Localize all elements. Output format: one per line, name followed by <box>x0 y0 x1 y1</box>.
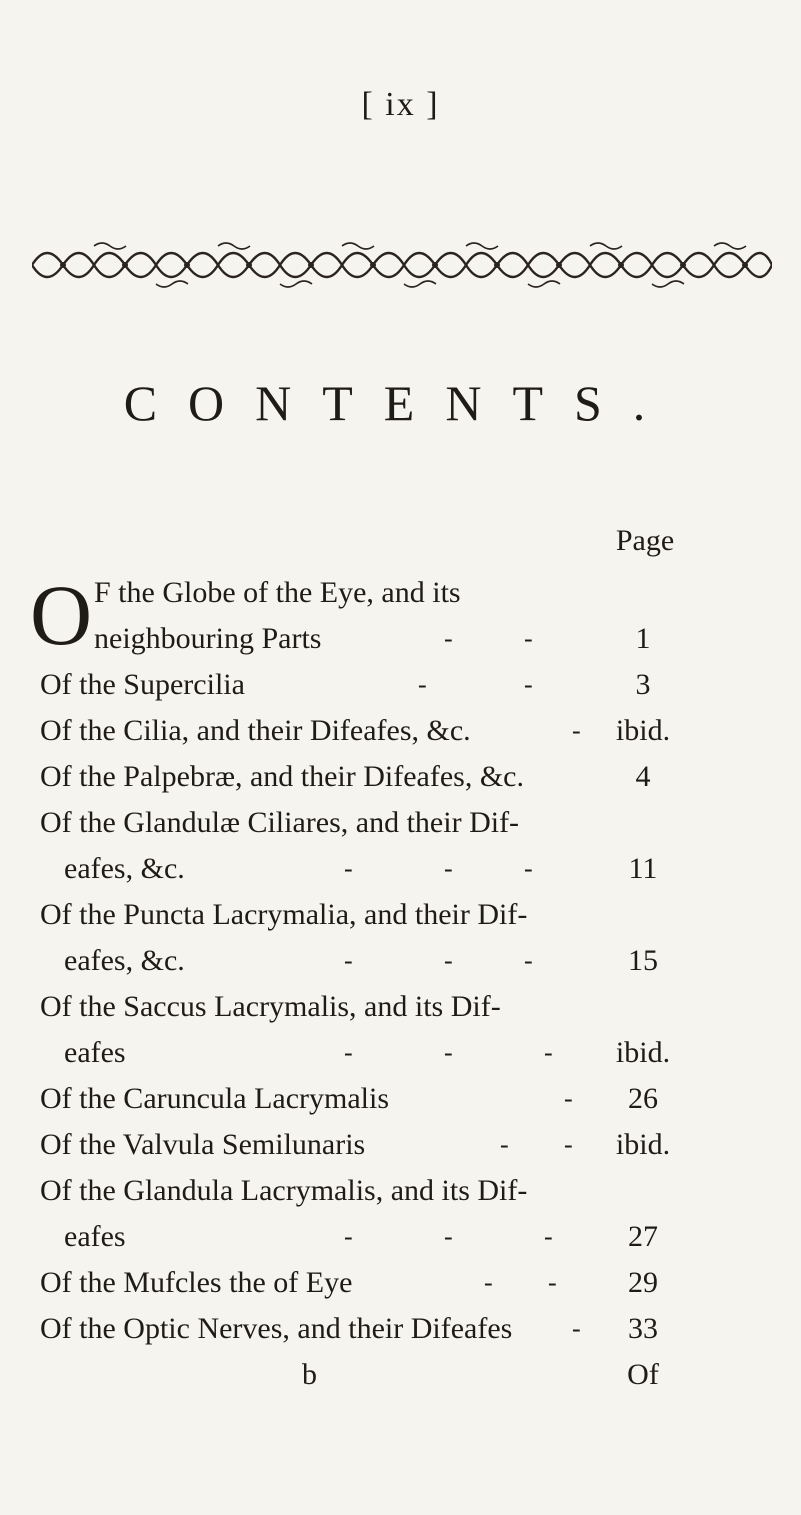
leader-dash: - <box>444 946 453 975</box>
leader-dash: - <box>344 946 353 975</box>
catchword: Of <box>627 1358 659 1391</box>
leader-dash: - <box>524 624 533 653</box>
toc-page-number: 4 <box>635 760 651 793</box>
toc-entry-supercilia <box>0 662 801 708</box>
toc-entry-saccus-cont <box>0 1030 801 1076</box>
toc-entry-glandulae-ciliares-cont <box>0 846 801 892</box>
leader-dash: - <box>564 1130 573 1159</box>
leader-dash: - <box>524 854 533 883</box>
toc-page-number: 29 <box>628 1266 658 1299</box>
toc-page-number: 15 <box>628 944 658 977</box>
leader-dash: - <box>572 1314 581 1343</box>
leader-dash: - <box>500 1130 509 1159</box>
leader-dash: - <box>444 1222 453 1251</box>
ornamental-border <box>32 238 772 292</box>
toc-page-number: 26 <box>628 1082 658 1115</box>
toc-page-number: ibid. <box>615 714 671 747</box>
toc-entry-text: Of the Supercilia <box>40 668 245 701</box>
leader-dash: - <box>444 854 453 883</box>
toc-page-number: 1 <box>635 622 651 655</box>
toc-entry-text: Of the Puncta Lacrymalia, and their Dif- <box>40 898 528 931</box>
toc-page-number: ibid. <box>615 1128 671 1161</box>
toc-entry-puncta-cont <box>0 938 801 984</box>
toc-entry-text: neighbouring Parts <box>94 622 322 655</box>
toc-entry-text: Of the Caruncula Lacrymalis <box>40 1082 390 1115</box>
toc-entry-globe-line-1: F the Globe of the Eye, and its <box>94 576 461 609</box>
leader-dash: - <box>524 946 533 975</box>
leader-dash: - <box>544 1222 553 1251</box>
toc-entry-valvula <box>0 1122 801 1168</box>
toc-page-number: ibid. <box>615 1036 671 1069</box>
toc-page-number: 11 <box>628 852 658 885</box>
toc-entry-text: eafes <box>64 1220 126 1253</box>
toc-entry-palpebrae <box>0 754 801 800</box>
signature-mark: b <box>302 1358 317 1391</box>
page-number: [ ix ] <box>361 86 440 123</box>
toc-entry-glandula-lacrymalis <box>0 1168 801 1214</box>
toc-entry-globe <box>0 616 801 662</box>
toc-entry-text: Of the Mufcles the of Eye <box>40 1266 353 1299</box>
leader-dash: - <box>344 854 353 883</box>
toc-entry-text: eafes, &c. <box>64 852 185 885</box>
leader-dash: - <box>548 1268 557 1297</box>
contents-heading: CONTENTS. <box>123 375 677 431</box>
toc-entry-saccus <box>0 984 801 1030</box>
toc-entry-text: Of the Cilia, and their Difeafes, &c. <box>40 714 471 747</box>
toc-entry-text: eafes, &c. <box>64 944 185 977</box>
toc-entry-text: Of the Palpebræ, and their Difeafes, &c. <box>40 760 524 793</box>
leader-dash: - <box>564 1084 573 1113</box>
toc-entry-text: Of the Glandulæ Ciliares, and their Dif- <box>40 806 520 839</box>
toc-entry-cilia <box>0 708 801 754</box>
toc-entry-text: Of the Valvula Semilunaris <box>40 1128 366 1161</box>
leader-dash: - <box>344 1222 353 1251</box>
toc-entry-text: Of the Optic Nerves, and their Difeafes <box>40 1312 513 1345</box>
toc-entry-glandula-lacrymalis-cont <box>0 1214 801 1260</box>
leader-dash: - <box>484 1268 493 1297</box>
toc-entry-glandulae-ciliares <box>0 800 801 846</box>
toc-page-number: 27 <box>628 1220 658 1253</box>
leader-dash: - <box>444 624 453 653</box>
leader-dash: - <box>572 716 581 745</box>
toc-entry-optic-nerves <box>0 1306 801 1352</box>
leader-dash: - <box>344 1038 353 1067</box>
toc-entry-text: eafes <box>64 1036 126 1069</box>
toc-page-number: 33 <box>628 1312 658 1345</box>
toc-entry-text: Of the Glandula Lacrymalis, and its Dif- <box>40 1174 528 1207</box>
leader-dash: - <box>544 1038 553 1067</box>
drop-cap: O <box>30 567 93 663</box>
toc-entry-text: Of the Saccus Lacrymalis, and its Dif- <box>40 990 501 1023</box>
leader-dash: - <box>444 1038 453 1067</box>
leader-dash: - <box>524 670 533 699</box>
leader-dash: - <box>418 670 427 699</box>
toc-entry-caruncula <box>0 1076 801 1122</box>
toc-entry-puncta <box>0 892 801 938</box>
page-column-label: Page <box>615 524 675 557</box>
page-footer <box>0 1352 801 1398</box>
toc-page-number: 3 <box>635 668 651 701</box>
toc-entry-mufcles <box>0 1260 801 1306</box>
